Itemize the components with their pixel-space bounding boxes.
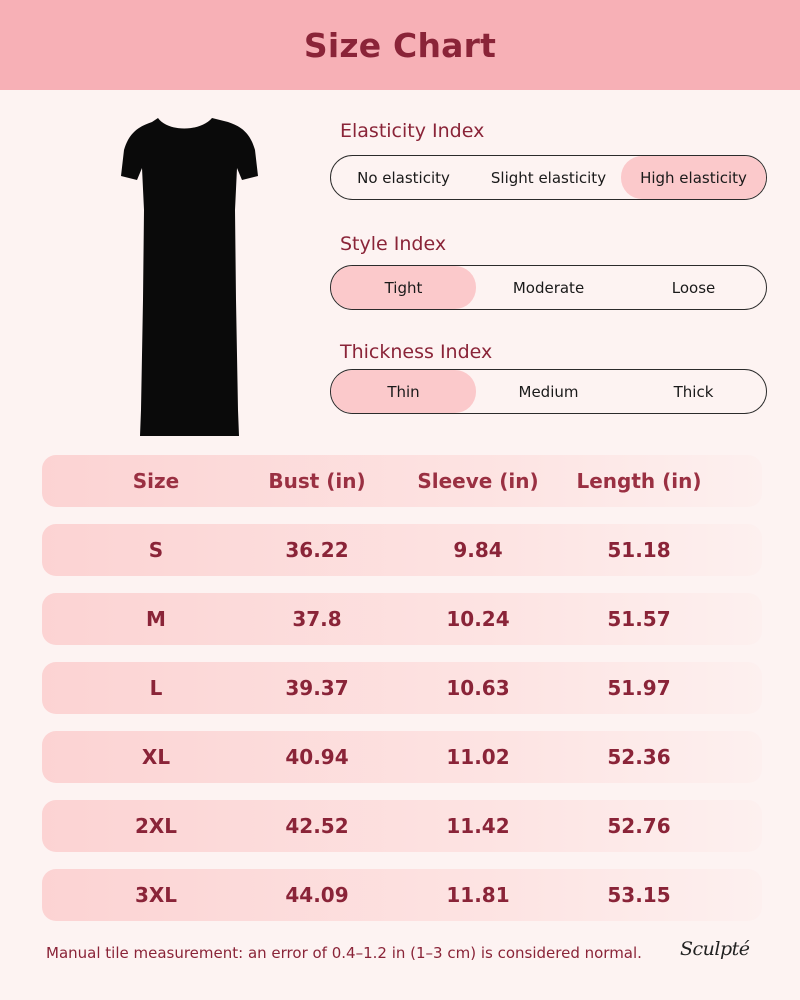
brand-logo: Sculpté <box>680 938 750 960</box>
option-medium[interactable]: Medium <box>518 382 579 401</box>
table-row <box>42 524 762 576</box>
style-index-selector <box>330 265 767 310</box>
header-bust: Bust (in) <box>268 469 366 493</box>
cell-size: XL <box>141 745 171 769</box>
cell-length: 51.18 <box>607 538 671 562</box>
table-row <box>42 662 762 714</box>
measurement-note: Manual tile measurement: an error of 0.4–1.2 in (1–3 cm) is considered normal. <box>46 944 642 962</box>
option-tight[interactable]: Tight <box>331 266 476 309</box>
option-moderate[interactable]: Moderate <box>512 278 585 297</box>
elasticity-index-title: Elasticity Index <box>340 120 485 142</box>
cell-sleeve: 11.81 <box>446 883 510 907</box>
cell-sleeve: 10.24 <box>446 607 510 631</box>
dress-image <box>100 110 270 440</box>
cell-length: 53.15 <box>607 883 671 907</box>
style-index-title: Style Index <box>340 233 447 255</box>
cell-size: M <box>146 607 166 631</box>
option-thick[interactable]: Thick <box>673 382 714 401</box>
table-row <box>42 869 762 921</box>
option-thin[interactable]: Thin <box>331 370 476 413</box>
option-no-elasticity[interactable]: No elasticity <box>357 168 450 187</box>
header-length: Length (in) <box>576 469 702 493</box>
cell-size: 2XL <box>134 814 178 838</box>
header-size: Size <box>132 469 180 493</box>
cell-bust: 44.09 <box>285 883 349 907</box>
cell-length: 52.76 <box>607 814 671 838</box>
cell-size: S <box>148 538 164 562</box>
table-row <box>42 731 762 783</box>
option-loose[interactable]: Loose <box>671 278 716 297</box>
header-sleeve: Sleeve (in) <box>417 469 539 493</box>
table-row <box>42 800 762 852</box>
header-banner <box>0 0 800 90</box>
cell-sleeve: 11.02 <box>446 745 510 769</box>
page-title: Size Chart <box>303 25 497 65</box>
cell-sleeve: 11.42 <box>446 814 510 838</box>
elasticity-index-selector <box>330 155 767 200</box>
option-high-elasticity[interactable]: High elasticity <box>621 156 766 199</box>
option-slight-elasticity[interactable]: Slight elasticity <box>490 168 607 187</box>
cell-size: 3XL <box>134 883 178 907</box>
cell-bust: 40.94 <box>285 745 349 769</box>
table-header-row <box>42 455 762 507</box>
cell-bust: 37.8 <box>292 607 342 631</box>
cell-size: L <box>149 676 163 700</box>
table-row <box>42 593 762 645</box>
cell-bust: 39.37 <box>285 676 349 700</box>
thickness-index-selector <box>330 369 767 414</box>
cell-sleeve: 10.63 <box>446 676 510 700</box>
cell-sleeve: 9.84 <box>453 538 503 562</box>
thickness-index-title: Thickness Index <box>340 341 493 363</box>
cell-length: 51.57 <box>607 607 671 631</box>
cell-bust: 36.22 <box>285 538 349 562</box>
cell-length: 52.36 <box>607 745 671 769</box>
cell-bust: 42.52 <box>285 814 349 838</box>
cell-length: 51.97 <box>607 676 671 700</box>
